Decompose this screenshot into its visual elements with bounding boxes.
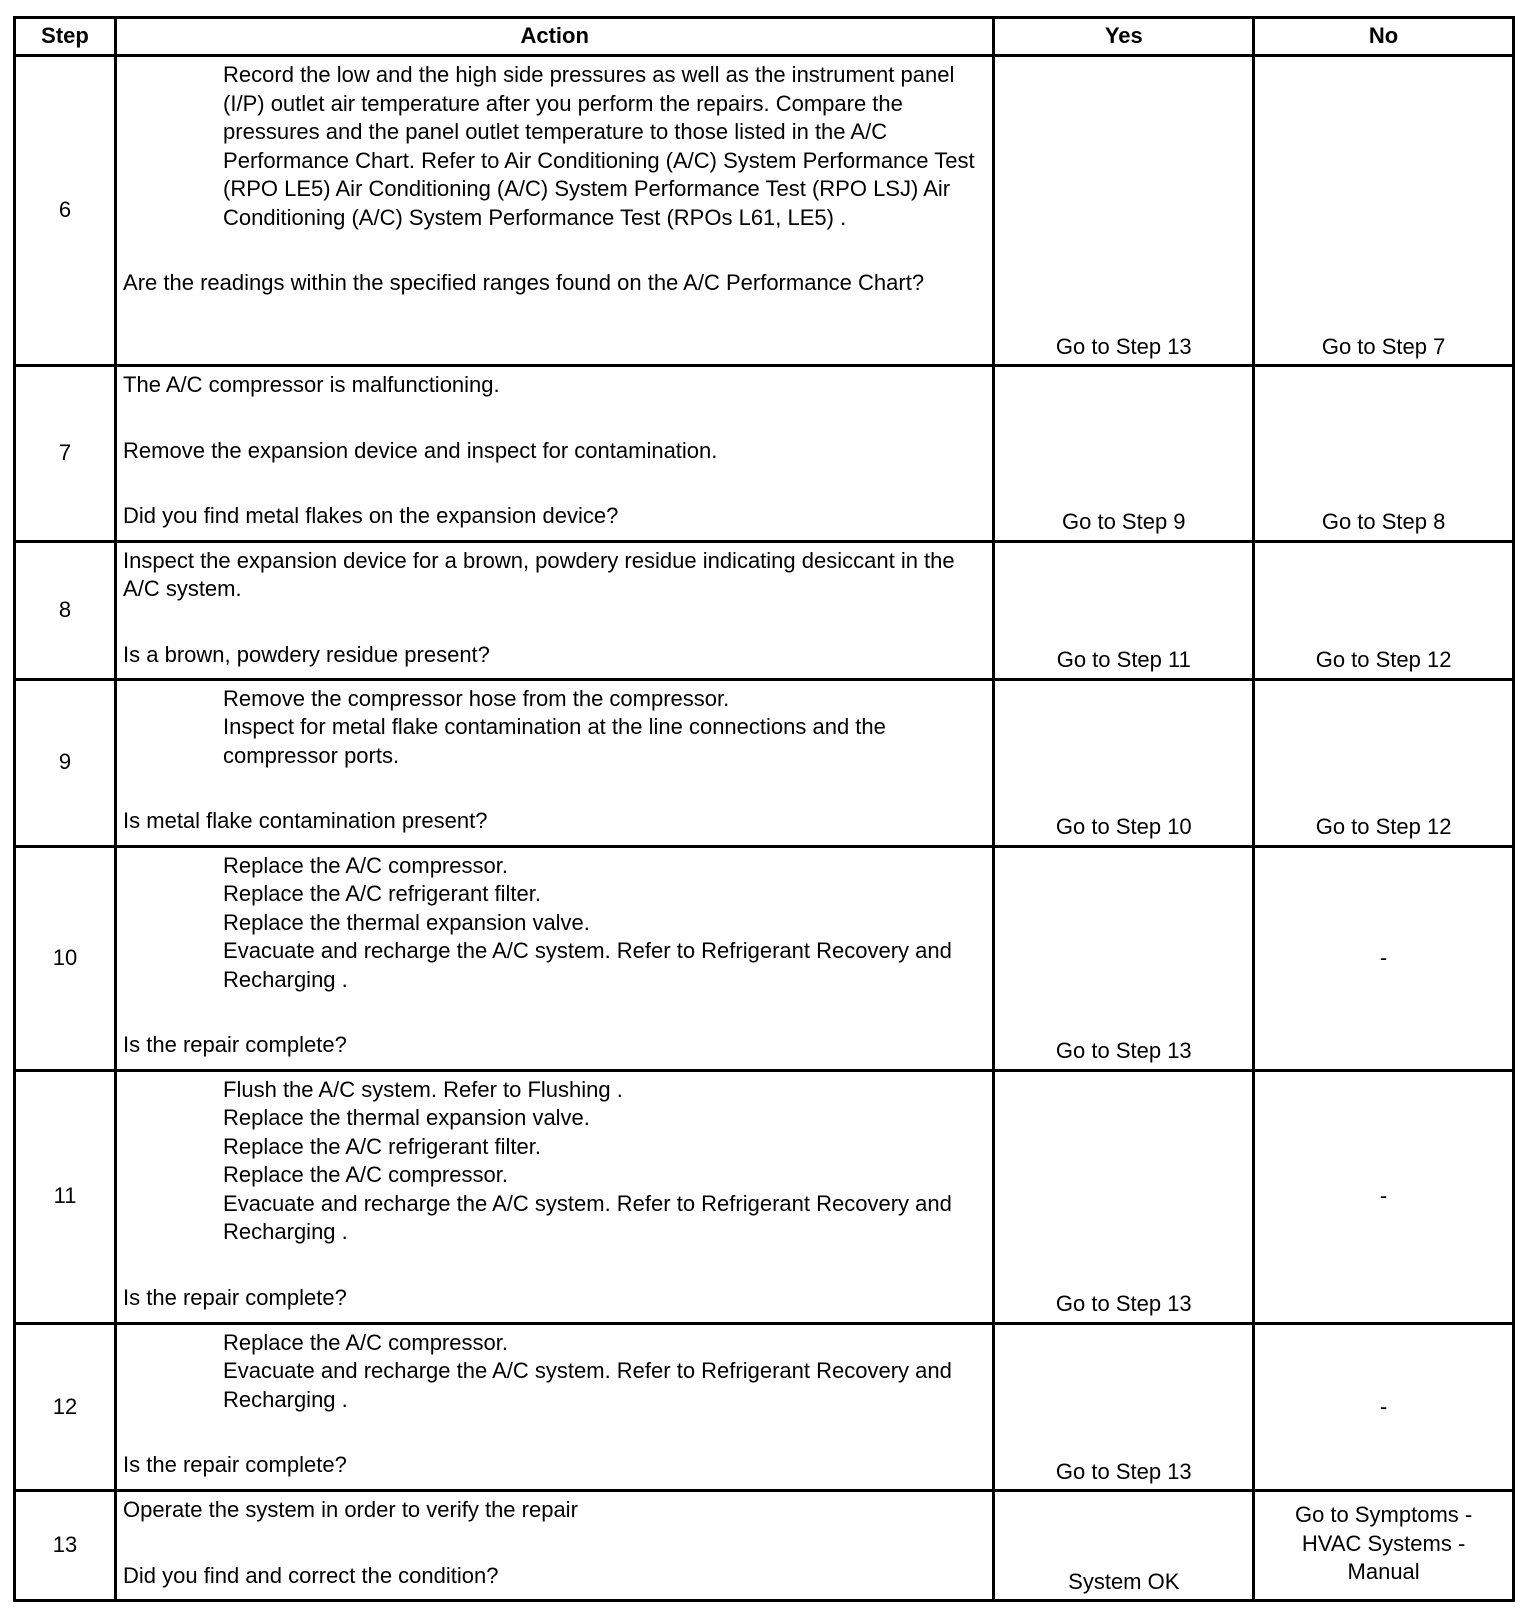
action-cell [116, 1070, 994, 1323]
action-question: Did you find metal flakes on the expansion device? [123, 503, 619, 529]
action-cell [116, 679, 994, 846]
action-instruction: Replace the thermal expansion valve. [223, 1105, 590, 1131]
action-question: Is the repair complete? [123, 1032, 347, 1058]
yes-cell: Go to Step 13 [994, 846, 1254, 1070]
header-row [15, 18, 1514, 56]
table-row [15, 366, 1514, 542]
step-number: 9 [15, 679, 116, 846]
action-cell [116, 56, 994, 366]
spacer [123, 770, 986, 807]
no-cell: Go to Step 12 [1254, 541, 1514, 679]
action-question: Is the repair complete? [123, 1284, 347, 1310]
header-step: Step [15, 18, 116, 56]
spacer [123, 400, 986, 437]
action-question: Did you find and correct the condition? [123, 1562, 499, 1588]
spacer [123, 1525, 986, 1562]
step-number: 7 [15, 366, 116, 542]
spacer [123, 604, 986, 641]
no-cell: - [1254, 846, 1514, 1070]
table-row [15, 1491, 1514, 1601]
action-cell [116, 366, 994, 542]
table-row [15, 1070, 1514, 1323]
action-instruction: Evacuate and recharge the A/C system. Refer to Refrigerant Recovery and Recharging . [223, 938, 952, 992]
yes-cell: Go to Step 9 [994, 366, 1254, 542]
action-instruction: Replace the A/C refrigerant filter. [223, 881, 541, 907]
step-number: 13 [15, 1491, 116, 1601]
header-yes: Yes [994, 18, 1254, 56]
no-cell: - [1254, 1323, 1514, 1490]
no-cell: Go to Step 12 [1254, 679, 1514, 846]
header-no: No [1254, 18, 1514, 56]
action-text: The A/C compressor is malfunctioning. [123, 372, 500, 398]
action-cell [116, 1491, 994, 1601]
action-cell [116, 541, 994, 679]
table-row [15, 56, 1514, 366]
header-action: Action [116, 18, 994, 56]
action-instruction: Remove the compressor hose from the compressor. [223, 685, 730, 711]
action-instruction: Replace the thermal expansion valve. [223, 909, 590, 935]
no-cell [1254, 1491, 1514, 1601]
action-instruction: Replace the A/C refrigerant filter. [223, 1133, 541, 1159]
yes-cell: Go to Step 10 [994, 679, 1254, 846]
action-instruction: Replace the A/C compressor. [223, 1162, 508, 1188]
step-number: 10 [15, 846, 116, 1070]
table-row [15, 679, 1514, 846]
table-row [15, 1323, 1514, 1490]
action-question: Are the readings within the specified ranges found on the A/C Performance Chart? [123, 270, 925, 295]
action-instruction: Evacuate and recharge the A/C system. Refer to Refrigerant Recovery and Recharging . [223, 1358, 952, 1412]
no-cell: Go to Step 8 [1254, 366, 1514, 542]
yes-cell: Go to Step 11 [994, 541, 1254, 679]
spacer [123, 1414, 986, 1451]
spacer [123, 232, 986, 269]
table-row [15, 846, 1514, 1070]
no-cell-text: Go to Symptoms - HVAC Systems - Manual [1294, 1502, 1473, 1585]
spacer [123, 1247, 986, 1284]
yes-cell: Go to Step 13 [994, 56, 1254, 366]
action-cell [116, 1323, 994, 1490]
action-instruction: Inspect for metal flake contamination at the line connections and the compressor ports. [223, 714, 886, 768]
action-instruction: Evacuate and recharge the A/C system. Refer to Refrigerant Recovery and Recharging . [223, 1190, 952, 1245]
action-instruction: Replace the A/C compressor. [223, 852, 508, 878]
no-cell: Go to Step 7 [1254, 56, 1514, 366]
action-cell [116, 846, 994, 1070]
yes-cell: Go to Step 13 [994, 1323, 1254, 1490]
action-text: Operate the system in order to verify the repair [123, 1497, 578, 1523]
action-instruction: Record the low and the high side pressures as well as the instrument panel (I/P) outlet air temperature after you perform the repairs. Compare the pressures and the panel outlet temperature to those listed in the A/C Performance Chart. Refer to Air Conditioning (A/C) System Performance Test (RPO LE5) Air Conditioning (A/C) System Performance Test (RPO LSJ) Air Conditioning (A/C) System Performance Test (RPOs L61, LE5) . [223, 62, 975, 230]
action-question: Is metal flake contamination present? [123, 808, 488, 834]
spacer [123, 994, 986, 1031]
action-instruction: Flush the A/C system. Refer to Flushing . [223, 1076, 623, 1102]
action-question: Is a brown, powdery residue present? [123, 641, 490, 667]
no-cell: - [1254, 1070, 1514, 1323]
step-number: 8 [15, 541, 116, 679]
spacer [123, 465, 986, 502]
step-number: 12 [15, 1323, 116, 1490]
table-row [15, 541, 1514, 679]
yes-cell: System OK [994, 1491, 1254, 1601]
action-instruction: Replace the A/C compressor. [223, 1329, 508, 1355]
step-number: 11 [15, 1070, 116, 1323]
action-text: Remove the expansion device and inspect for contamination. [123, 437, 718, 463]
step-number: 6 [15, 56, 116, 366]
action-question: Is the repair complete? [123, 1452, 347, 1478]
yes-cell: Go to Step 13 [994, 1070, 1254, 1323]
action-text: Inspect the expansion device for a brown, powdery residue indicating desiccant in the A/C system. [123, 547, 955, 602]
diagnostic-table [13, 16, 1515, 1602]
